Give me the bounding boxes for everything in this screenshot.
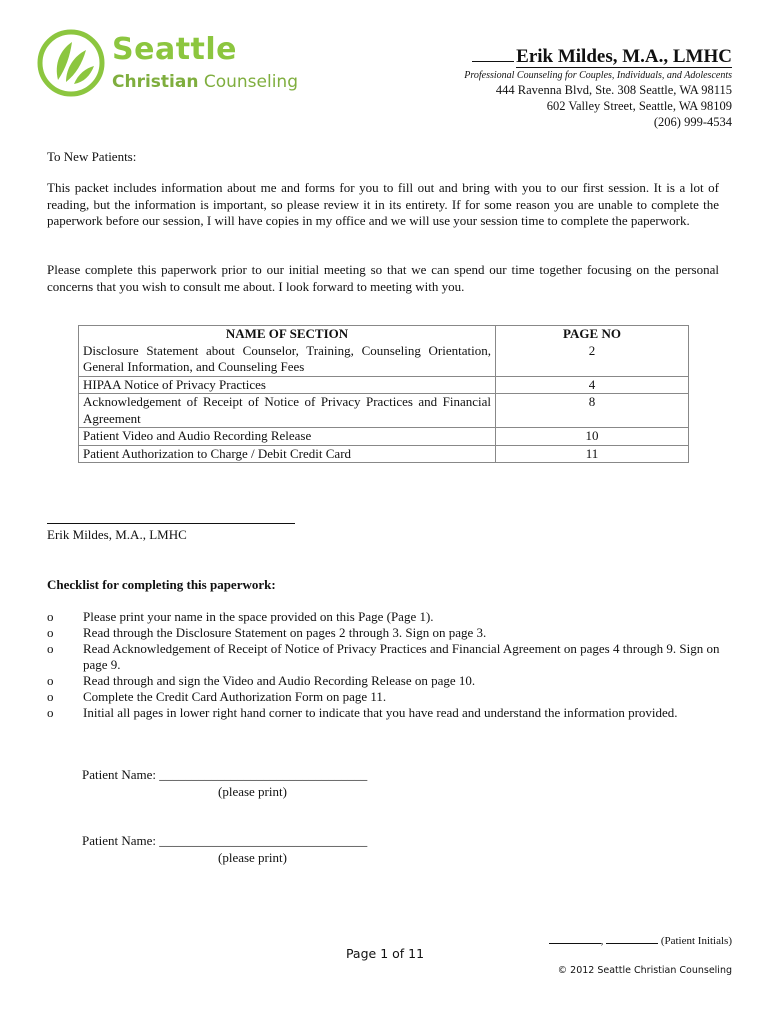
table-header-page: PAGE NO [563,326,621,341]
table-cell-section: HIPAA Notice of Privacy Practices [79,376,496,394]
patient-name-field-2[interactable]: Patient Name: ________________________________ [82,833,368,848]
phone-number: (206) 999-4534 [653,115,732,129]
table-cell-section: Patient Authorization to Charge / Debit Credit Card [79,445,496,463]
bullet: o [47,689,54,704]
logo [36,28,306,100]
list-item-text: Initial all pages in lower right hand corner to indicate that you have read and understand the information provided. [83,705,678,720]
counselor-name-header: Erik Mildes, M.A., LMHC [472,46,732,68]
patient-name-field-1[interactable]: Patient Name: ________________________________ [82,767,368,782]
table-cell-page: 8 [496,394,689,428]
list-item-text: Read Acknowledgement of Receipt of Notice of Privacy Practices and Financial Agreement on pages 4 through 9. Sign on page 9. [83,641,720,672]
table-cell-section: Disclosure Statement about Counselor, Training, Counseling Orientation, General Information, and Counseling Fees [83,342,491,374]
list-item-text: Read through and sign the Video and Audio Recording Release on page 10. [83,673,476,688]
table-cell-section: Acknowledgement of Receipt of Notice of Privacy Practices and Financial Agreement [79,394,496,428]
table-row [79,376,689,394]
table-row [79,326,689,377]
signature-line[interactable] [47,523,295,524]
checklist-title: Checklist for completing this paperwork: [47,577,276,592]
table-cell-page: 4 [496,376,689,394]
table-row [79,428,689,446]
patient-initials: , (Patient Initials) [549,933,732,947]
please-print-hint-1: (please print) [218,784,287,799]
list-item-text: Please print your name in the space provided on this Page (Page 1). [83,609,434,624]
initials-blank-2[interactable] [606,933,658,944]
list-item-text: Read through the Disclosure Statement on pages 2 through 3. Sign on page 3. [83,625,487,640]
page-number: Page 1 of 11 [345,946,425,961]
copyright: © 2012 Seattle Christian Counseling [557,965,732,976]
table-row [79,394,689,428]
bullet: o [47,673,54,688]
list-item-text: Complete the Credit Card Authorization Form on page 11. [83,689,387,704]
signature-name: Erik Mildes, M.A., LMHC [47,527,187,542]
bullet: o [47,641,54,656]
table-header-section: NAME OF SECTION [225,326,349,341]
bullet: o [47,705,54,720]
tagline: Professional Counseling for Couples, Individuals, and Adolescents [464,70,732,81]
initials-label: (Patient Initials) [660,935,732,947]
greeting: To New Patients: [47,149,137,164]
table-cell-page: 10 [496,428,689,446]
table-cell-page: 11 [496,445,689,463]
bullet: o [47,625,54,640]
initials-blank-1[interactable] [549,933,601,944]
instruction-paragraph: Please complete this paperwork prior to our initial meeting so that we can spend our time together focusing on the personal concerns that you wish to consult me about. I look forward to meeting with you. [47,262,719,294]
intro-paragraph: This packet includes information about me and forms for you to fill out and bring with you to our first session. It is a lot of reading, but the information is important, so please review it in its entirety. If for some reason you are unable to complete the paperwork before our session, I will have copies in my office and we will use your session time to complete the paperwork. [47,180,719,228]
address-line-1: 444 Ravenna Blvd, Ste. 308 Seattle, WA 98115 [495,83,732,97]
leaf-logo-icon [36,28,106,98]
table-cell-section: Patient Video and Audio Recording Release [79,428,496,446]
logo-word-christian-counseling: Christian Counseling [112,72,298,92]
sections-table [78,325,689,463]
table-row [79,445,689,463]
address-line-2: 602 Valley Street, Seattle, WA 98109 [546,99,732,113]
table-cell-page: 2 [588,342,596,358]
bullet: o [47,609,54,624]
please-print-hint-2: (please print) [218,850,287,865]
logo-word-seattle: Seattle [112,32,238,67]
